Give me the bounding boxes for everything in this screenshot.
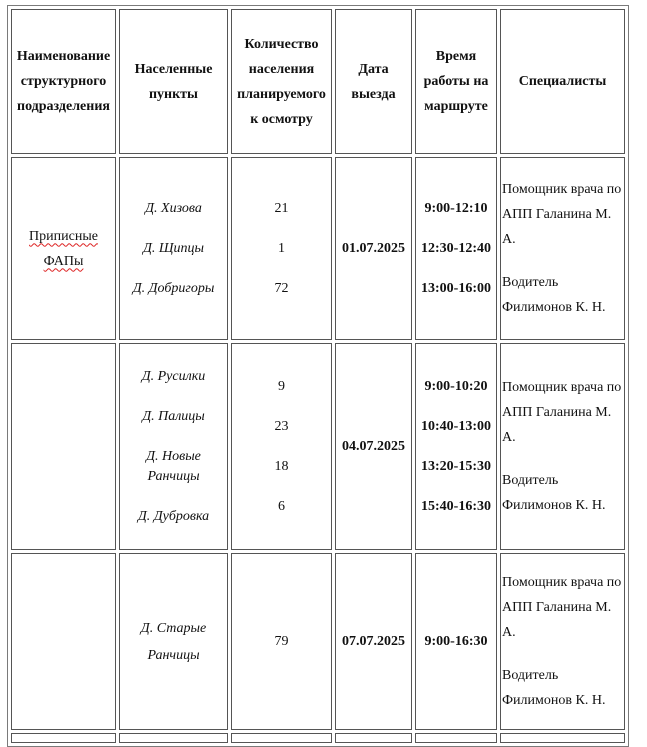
population-count: 23 [274,418,289,434]
places-cell [119,343,228,550]
place-name: Д. Добригоры [132,280,215,296]
time-cell [415,553,497,730]
specialist-driver: Водитель Филимонов К. Н. [502,668,606,708]
table-row [11,157,625,340]
dept-name: Приписные ФАПы [29,228,98,269]
schedule-table [7,5,629,747]
visit-date: 07.07.2025 [342,633,405,649]
specialists-cell [500,157,625,340]
count-cell [231,553,332,730]
place-name: Д. Дубровка [137,508,210,524]
route-time: 9:00-12:10 [424,200,488,216]
specialist-assistant: Помощник врача по АПП Галанина М. А. [502,380,622,445]
header-time: Время работы на маршруте [415,9,497,154]
visit-date: 04.07.2025 [342,438,405,454]
place-name: Д. Русилки [141,368,206,384]
table-row [11,343,625,550]
specialist-assistant: Помощник врача по АПП Галанина М. А. [502,575,622,640]
population-count: 6 [278,498,285,514]
date-cell [335,343,412,550]
count-cell [231,157,332,340]
count-cell [231,343,332,550]
header-row [11,9,625,154]
dept-cell [11,343,116,550]
visit-date: 01.07.2025 [342,240,405,256]
population-count: 21 [274,200,289,216]
time-cell [415,343,497,550]
date-cell [335,157,412,340]
specialist-driver: Водитель Филимонов К. Н. [502,473,606,513]
specialist-driver: Водитель Филимонов К. Н. [502,275,606,315]
places-cell [119,553,228,730]
route-time: 10:40-13:00 [421,418,491,434]
header-count: Количество населения планируемого к осмотру [231,9,332,154]
route-time: 13:00-16:00 [421,280,491,296]
table-row [11,553,625,730]
date-cell [335,553,412,730]
route-time: 9:00-10:20 [424,378,488,394]
population-count: 18 [274,458,289,474]
place-name: Д. Новые Ранчицы [146,448,201,484]
specialists-cell [500,343,625,550]
place-name: Д. Хизова [145,200,202,216]
specialist-assistant: Помощник врача по АПП Галанина М. А. [502,182,622,247]
place-name: Д. Щипцы [143,240,204,256]
header-date: Дата выезда [335,9,412,154]
header-dept: Наименование структурного подразделения [11,9,116,154]
route-time: 12:30-12:40 [421,240,491,256]
place-name: Д. Старые Ранчицы [140,620,207,663]
header-places: Населенные пункты [119,9,228,154]
dept-cell [11,553,116,730]
dept-cell [11,157,116,340]
population-count: 9 [278,378,285,394]
time-cell [415,157,497,340]
route-time: 9:00-16:30 [424,633,488,649]
header-specialists: Специалисты [500,9,625,154]
route-time: 13:20-15:30 [421,458,491,474]
route-time: 15:40-16:30 [421,498,491,514]
specialists-cell [500,553,625,730]
population-count: 1 [278,240,285,256]
places-cell [119,157,228,340]
population-count: 79 [274,633,289,649]
place-name: Д. Палицы [142,408,205,424]
population-count: 72 [274,280,289,296]
